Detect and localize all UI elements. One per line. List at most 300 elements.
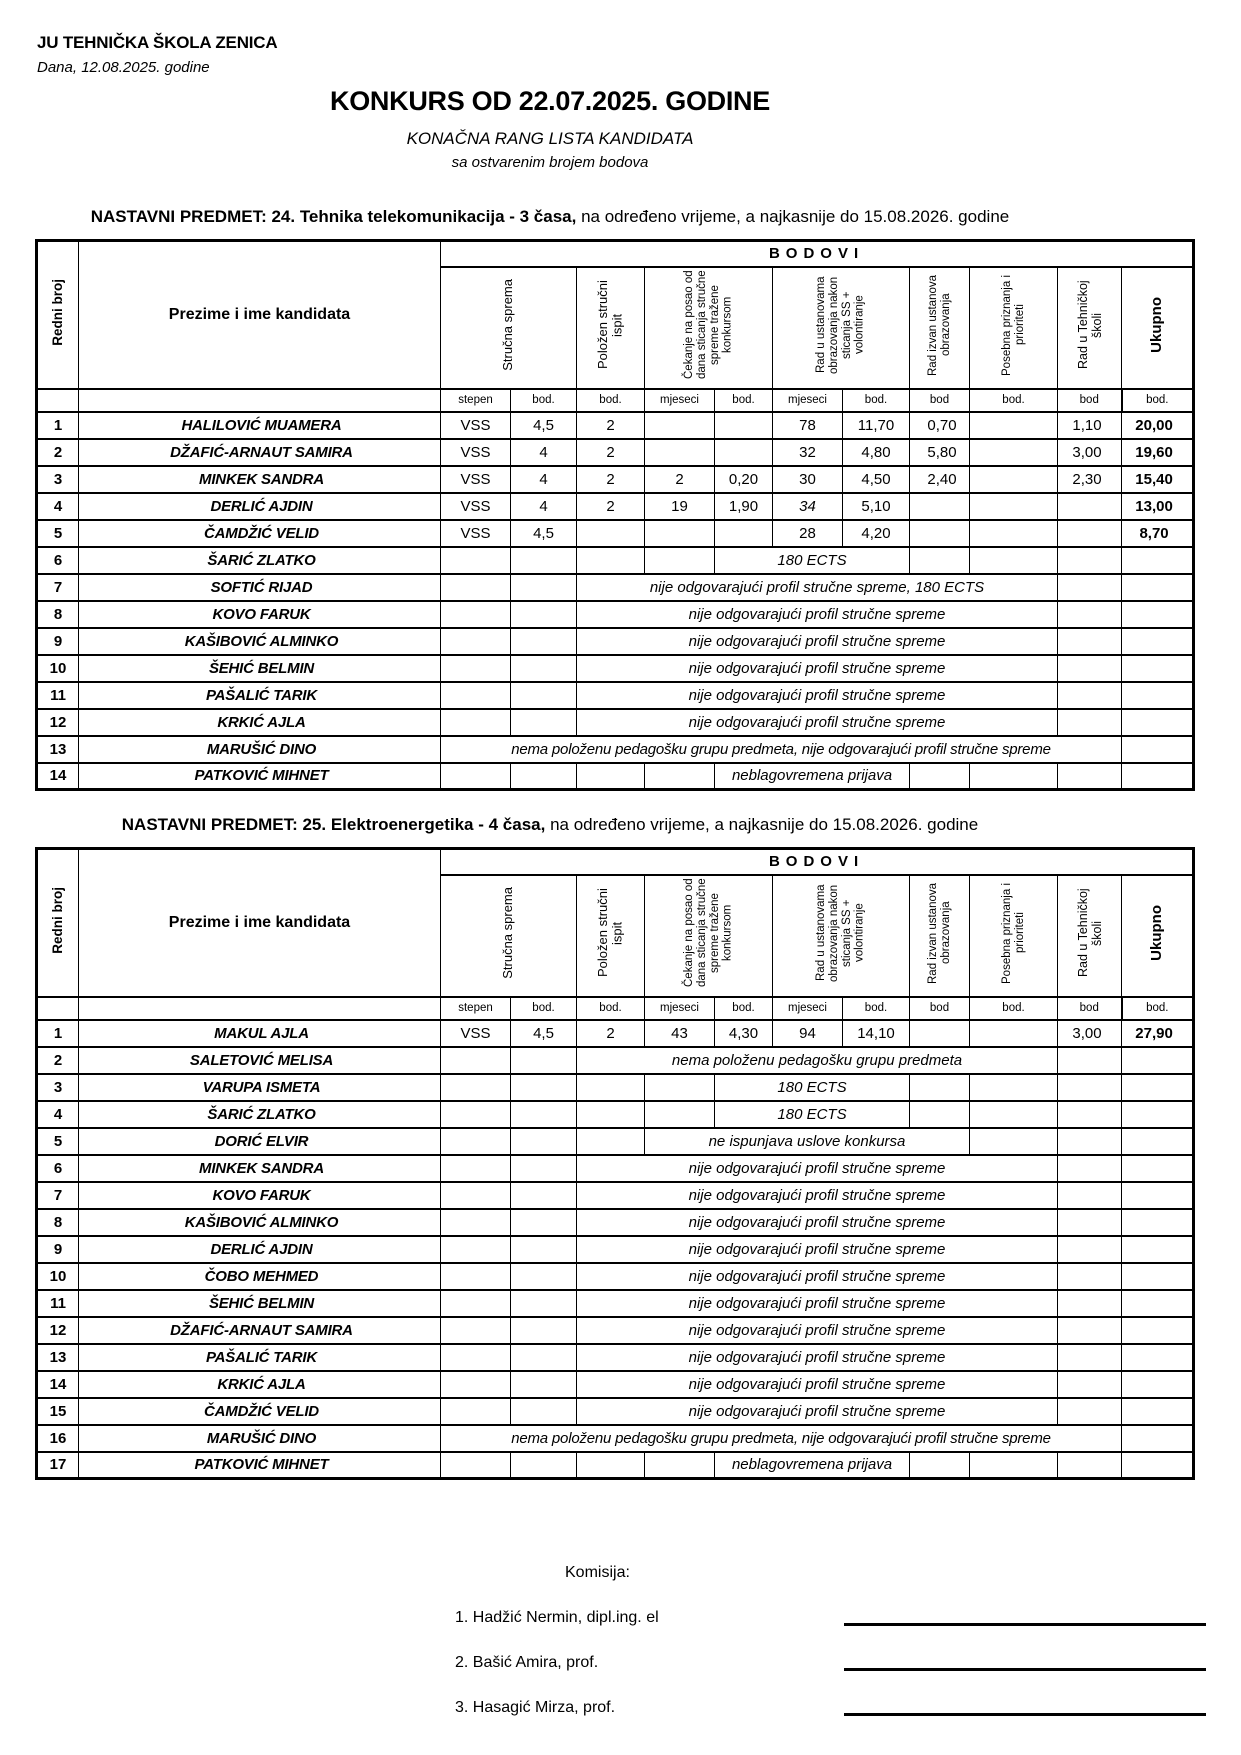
row-number-cell: 7 bbox=[37, 574, 79, 601]
score-cell: 3,00 bbox=[1058, 439, 1122, 466]
remark-cell: 180 ECTS bbox=[715, 1101, 910, 1128]
candidate-name-cell: KRKIĆ AJLA bbox=[79, 709, 441, 736]
unit-bod: bod bbox=[910, 389, 970, 412]
commission-member-row bbox=[35, 1599, 1192, 1627]
score-cell bbox=[1122, 763, 1194, 790]
unit-bod: bod. bbox=[970, 997, 1058, 1020]
remark-cell: nije odgovarajući profil stručne spreme, 180 ECTS bbox=[577, 574, 1058, 601]
table-row bbox=[37, 763, 1194, 790]
score-cell bbox=[1058, 628, 1122, 655]
candidate-name-cell: KOVO FARUK bbox=[79, 601, 441, 628]
table-row bbox=[37, 1290, 1194, 1317]
table-row bbox=[37, 682, 1194, 709]
commission-title: Komisija: bbox=[565, 1564, 630, 1581]
row-number-cell: 9 bbox=[37, 1236, 79, 1263]
score-cell bbox=[970, 1020, 1058, 1047]
row-number-cell: 9 bbox=[37, 628, 79, 655]
score-cell bbox=[1122, 1236, 1194, 1263]
row-number-cell: 13 bbox=[37, 736, 79, 763]
row-number-cell: 3 bbox=[37, 1074, 79, 1101]
commission-member-2: 2. Bašić Amira, prof. bbox=[455, 1654, 599, 1671]
commission-member-row bbox=[35, 1689, 1192, 1717]
score-cell bbox=[1058, 1209, 1122, 1236]
score-cell bbox=[511, 628, 577, 655]
score-cell: 20,00 bbox=[1122, 412, 1194, 439]
score-cell bbox=[645, 412, 715, 439]
score-cell bbox=[645, 763, 715, 790]
remark-cell: nije odgovarajući profil stručne spreme bbox=[577, 1263, 1058, 1290]
header-rad-u-ustanovama: Rad u ustanovama obrazovanja nakon sticanja SS + volontiranje bbox=[773, 267, 910, 389]
score-cell bbox=[511, 763, 577, 790]
row-number-cell: 2 bbox=[37, 439, 79, 466]
candidate-name-cell: MAKUL AJLA bbox=[79, 1020, 441, 1047]
table-row bbox=[37, 1452, 1194, 1479]
score-cell: 2,40 bbox=[910, 466, 970, 493]
table-body bbox=[37, 1020, 1194, 1479]
score-cell: 3,00 bbox=[1058, 1020, 1122, 1047]
header-polozen-strucni-ispit: Položen stručni ispit bbox=[577, 267, 645, 389]
remark-cell: 180 ECTS bbox=[715, 547, 910, 574]
score-cell: 4,80 bbox=[843, 439, 910, 466]
score-cell: 2 bbox=[645, 466, 715, 493]
score-cell bbox=[970, 412, 1058, 439]
table-header bbox=[37, 241, 1194, 412]
score-cell bbox=[511, 682, 577, 709]
header-strucna-sprema: Stručna sprema bbox=[441, 875, 577, 997]
unit-bod: bod bbox=[1058, 997, 1122, 1020]
table-row bbox=[37, 1425, 1194, 1452]
score-cell bbox=[1058, 1344, 1122, 1371]
unit-bod: bod. bbox=[1122, 997, 1194, 1020]
unit-mjeseci: mjeseci bbox=[645, 997, 715, 1020]
score-cell bbox=[511, 1209, 577, 1236]
unit-bod: bod. bbox=[511, 389, 577, 412]
score-cell bbox=[1058, 1290, 1122, 1317]
score-cell bbox=[1058, 1452, 1122, 1479]
header-ukupno: Ukupno bbox=[1122, 267, 1194, 389]
row-number-cell: 15 bbox=[37, 1398, 79, 1425]
signature-line bbox=[844, 1623, 1206, 1626]
score-cell bbox=[970, 439, 1058, 466]
score-cell: 4,50 bbox=[843, 466, 910, 493]
score-cell bbox=[1058, 1101, 1122, 1128]
score-cell bbox=[511, 547, 577, 574]
header-ukupno: Ukupno bbox=[1122, 875, 1194, 997]
candidate-name-cell: DERLIĆ AJDIN bbox=[79, 493, 441, 520]
score-cell bbox=[970, 520, 1058, 547]
score-cell bbox=[970, 1128, 1058, 1155]
signature-line bbox=[844, 1713, 1206, 1716]
score-cell bbox=[511, 1317, 577, 1344]
score-cell: 2 bbox=[577, 439, 645, 466]
candidate-name-cell: VARUPA ISMETA bbox=[79, 1074, 441, 1101]
row-number-cell: 17 bbox=[37, 1452, 79, 1479]
candidate-name-cell: MINKEK SANDRA bbox=[79, 466, 441, 493]
candidate-name-cell: PAŠALIĆ TARIK bbox=[79, 1344, 441, 1371]
score-cell bbox=[441, 1317, 511, 1344]
score-cell bbox=[1058, 1074, 1122, 1101]
score-cell: 32 bbox=[773, 439, 843, 466]
score-cell: VSS bbox=[441, 493, 511, 520]
unit-bod: bod. bbox=[511, 997, 577, 1020]
score-cell bbox=[645, 1452, 715, 1479]
score-cell bbox=[970, 466, 1058, 493]
candidates-table-24 bbox=[35, 239, 1195, 791]
header-bodovi: BODOVI bbox=[441, 241, 1194, 267]
score-cell bbox=[1058, 1371, 1122, 1398]
table-row bbox=[37, 1074, 1194, 1101]
score-cell bbox=[441, 601, 511, 628]
score-cell: 2,30 bbox=[1058, 466, 1122, 493]
score-cell: VSS bbox=[441, 439, 511, 466]
score-cell bbox=[1058, 547, 1122, 574]
score-cell bbox=[441, 655, 511, 682]
score-cell bbox=[511, 1155, 577, 1182]
header-prezime-i-ime: Prezime i ime kandidata bbox=[79, 241, 441, 389]
row-number-cell: 12 bbox=[37, 1317, 79, 1344]
header-posebna-priznanja: Posebna priznanja i prioriteti bbox=[970, 875, 1058, 997]
candidate-name-cell: SOFTIĆ RIJAD bbox=[79, 574, 441, 601]
candidate-name-cell: DORIĆ ELVIR bbox=[79, 1128, 441, 1155]
score-cell: 94 bbox=[773, 1020, 843, 1047]
subject-heading-25-bold: NASTAVNI PREDMET: 25. Elektroenergetika - 4 časa, bbox=[121, 815, 546, 834]
score-cell bbox=[1122, 1155, 1194, 1182]
score-cell bbox=[441, 1155, 511, 1182]
score-cell: VSS bbox=[441, 466, 511, 493]
score-cell: 0,20 bbox=[715, 466, 773, 493]
score-cell bbox=[970, 547, 1058, 574]
score-cell bbox=[970, 1452, 1058, 1479]
score-cell bbox=[910, 1452, 970, 1479]
unit-mjeseci: mjeseci bbox=[773, 997, 843, 1020]
score-cell bbox=[1058, 1182, 1122, 1209]
unit-bod: bod. bbox=[970, 389, 1058, 412]
unit-empty bbox=[37, 997, 79, 1020]
score-cell: 13,00 bbox=[1122, 493, 1194, 520]
score-cell bbox=[1122, 655, 1194, 682]
remark-cell: nije odgovarajući profil stručne spreme bbox=[577, 1344, 1058, 1371]
row-number-cell: 12 bbox=[37, 709, 79, 736]
unit-bod: bod. bbox=[843, 997, 910, 1020]
remark-cell: nije odgovarajući profil stručne spreme bbox=[577, 1371, 1058, 1398]
score-cell bbox=[1058, 1236, 1122, 1263]
remark-cell: 180 ECTS bbox=[715, 1074, 910, 1101]
remark-cell: nije odgovarajući profil stručne spreme bbox=[577, 709, 1058, 736]
subtitle-points: sa ostvarenim brojem bodova bbox=[451, 154, 649, 171]
unit-bod: bod bbox=[1058, 389, 1122, 412]
row-number-cell: 7 bbox=[37, 1182, 79, 1209]
unit-bod: bod. bbox=[843, 389, 910, 412]
row-number-cell: 1 bbox=[37, 412, 79, 439]
unit-bod: bod. bbox=[1122, 389, 1194, 412]
score-cell bbox=[511, 1047, 577, 1074]
score-cell: 30 bbox=[773, 466, 843, 493]
date-line: Dana, 12.08.2025. godine bbox=[37, 59, 210, 76]
score-cell bbox=[910, 520, 970, 547]
table-row bbox=[37, 1263, 1194, 1290]
score-cell bbox=[1122, 1263, 1194, 1290]
row-number-cell: 8 bbox=[37, 1209, 79, 1236]
commission-member-3: 3. Hasagić Mirza, prof. bbox=[455, 1699, 616, 1716]
score-cell bbox=[910, 1074, 970, 1101]
score-cell bbox=[577, 1101, 645, 1128]
score-cell bbox=[1058, 493, 1122, 520]
score-cell: 2 bbox=[577, 466, 645, 493]
commission-member-1: 1. Hadžić Nermin, dipl.ing. el bbox=[455, 1609, 659, 1626]
candidate-name-cell: ČOBO MEHMED bbox=[79, 1263, 441, 1290]
table-row bbox=[37, 1020, 1194, 1047]
candidate-name-cell: KAŠIBOVIĆ ALMINKO bbox=[79, 628, 441, 655]
row-number-cell: 14 bbox=[37, 1371, 79, 1398]
score-cell bbox=[910, 547, 970, 574]
remark-cell: nije odgovarajući profil stručne spreme bbox=[577, 1209, 1058, 1236]
table-row bbox=[37, 547, 1194, 574]
header-cekanje-na-posao: Čekanje na posao od dana sticanja stručne spreme tražene konkursom bbox=[645, 267, 773, 389]
score-cell bbox=[577, 1452, 645, 1479]
candidate-name-cell: PAŠALIĆ TARIK bbox=[79, 682, 441, 709]
document-header bbox=[0, 0, 1241, 76]
score-cell: 2 bbox=[577, 412, 645, 439]
remark-cell: ne ispunjava uslove konkursa bbox=[645, 1128, 970, 1155]
remark-cell: nema položenu pedagošku grupu predmeta, nije odgovarajući profil stručne spreme bbox=[441, 736, 1122, 763]
score-cell bbox=[441, 1182, 511, 1209]
table-row bbox=[37, 1344, 1194, 1371]
table-row bbox=[37, 1317, 1194, 1344]
score-cell bbox=[1058, 763, 1122, 790]
title-block bbox=[35, 86, 1065, 227]
score-cell: 4,5 bbox=[511, 520, 577, 547]
remark-cell: nema položenu pedagošku grupu predmeta, nije odgovarajući profil stručne spreme bbox=[441, 1425, 1122, 1452]
score-cell bbox=[1122, 682, 1194, 709]
score-cell bbox=[1122, 1290, 1194, 1317]
score-cell bbox=[511, 601, 577, 628]
score-cell bbox=[441, 1101, 511, 1128]
table-row bbox=[37, 574, 1194, 601]
score-cell bbox=[441, 682, 511, 709]
row-number-cell: 11 bbox=[37, 682, 79, 709]
candidate-name-cell: ŠARIĆ ZLATKO bbox=[79, 547, 441, 574]
score-cell bbox=[441, 1263, 511, 1290]
score-cell: 11,70 bbox=[843, 412, 910, 439]
header-cekanje-na-posao: Čekanje na posao od dana sticanja stručne spreme tražene konkursom bbox=[645, 875, 773, 997]
score-cell bbox=[577, 1128, 645, 1155]
header-prezime-i-ime: Prezime i ime kandidata bbox=[79, 849, 441, 997]
row-number-cell: 13 bbox=[37, 1344, 79, 1371]
score-cell bbox=[441, 709, 511, 736]
score-cell: 14,10 bbox=[843, 1020, 910, 1047]
row-number-cell: 16 bbox=[37, 1425, 79, 1452]
remark-cell: nije odgovarajući profil stručne spreme bbox=[577, 1182, 1058, 1209]
candidates-table-25 bbox=[35, 847, 1195, 1480]
header-bodovi: BODOVI bbox=[441, 849, 1194, 875]
score-cell bbox=[910, 493, 970, 520]
score-cell bbox=[1058, 1155, 1122, 1182]
remark-cell: nije odgovarajući profil stručne spreme bbox=[577, 1290, 1058, 1317]
remark-cell: nije odgovarajući profil stručne spreme bbox=[577, 628, 1058, 655]
score-cell: 4,5 bbox=[511, 1020, 577, 1047]
score-cell bbox=[577, 520, 645, 547]
score-cell bbox=[1122, 1047, 1194, 1074]
score-cell bbox=[511, 709, 577, 736]
score-cell: 78 bbox=[773, 412, 843, 439]
row-number-cell: 3 bbox=[37, 466, 79, 493]
unit-bod: bod bbox=[910, 997, 970, 1020]
table-row bbox=[37, 412, 1194, 439]
header-redni-broj: Redni broj bbox=[37, 849, 79, 997]
remark-cell: nije odgovarajući profil stručne spreme bbox=[577, 682, 1058, 709]
row-number-cell: 4 bbox=[37, 493, 79, 520]
score-cell bbox=[1058, 655, 1122, 682]
score-cell bbox=[1058, 1317, 1122, 1344]
score-cell bbox=[645, 1101, 715, 1128]
remark-cell: nema položenu pedagošku grupu predmeta bbox=[577, 1047, 1058, 1074]
subtitle-final-rank-list: KONAČNA RANG LISTA KANDIDATA bbox=[406, 129, 694, 148]
candidate-name-cell: MINKEK SANDRA bbox=[79, 1155, 441, 1182]
header-rad-izvan-ustanova: Rad izvan ustanova obrazovanja bbox=[910, 267, 970, 389]
score-cell: 4 bbox=[511, 466, 577, 493]
unit-empty bbox=[79, 389, 441, 412]
table-header bbox=[37, 849, 1194, 1020]
subject-heading-24-bold: NASTAVNI PREDMET: 24. Tehnika telekomunikacija - 3 časa, bbox=[90, 207, 577, 226]
score-cell: VSS bbox=[441, 412, 511, 439]
score-cell: 0,70 bbox=[910, 412, 970, 439]
score-cell: 2 bbox=[577, 493, 645, 520]
row-number-cell: 10 bbox=[37, 655, 79, 682]
row-number-cell: 8 bbox=[37, 601, 79, 628]
candidate-name-cell: ČAMDŽIĆ VELID bbox=[79, 1398, 441, 1425]
score-cell bbox=[511, 655, 577, 682]
score-cell: 27,90 bbox=[1122, 1020, 1194, 1047]
candidate-name-cell: MARUŠIĆ DINO bbox=[79, 736, 441, 763]
table-row bbox=[37, 493, 1194, 520]
score-cell bbox=[441, 1344, 511, 1371]
candidate-name-cell: DŽAFIĆ-ARNAUT SAMIRA bbox=[79, 1317, 441, 1344]
table-row bbox=[37, 1155, 1194, 1182]
row-number-cell: 11 bbox=[37, 1290, 79, 1317]
table-row bbox=[37, 1371, 1194, 1398]
score-cell bbox=[441, 628, 511, 655]
score-cell bbox=[715, 439, 773, 466]
score-cell bbox=[441, 1452, 511, 1479]
score-cell bbox=[577, 547, 645, 574]
header-redni-broj: Redni broj bbox=[37, 241, 79, 389]
score-cell bbox=[1122, 1452, 1194, 1479]
table-row bbox=[37, 1182, 1194, 1209]
score-cell bbox=[645, 547, 715, 574]
header-rad-u-tehnickoj: Rad u Tehničkoj školi bbox=[1058, 267, 1122, 389]
score-cell bbox=[715, 520, 773, 547]
table-row bbox=[37, 1128, 1194, 1155]
score-cell bbox=[910, 1101, 970, 1128]
score-cell bbox=[511, 1074, 577, 1101]
table-body bbox=[37, 412, 1194, 790]
score-cell bbox=[715, 412, 773, 439]
subject-heading-25 bbox=[35, 815, 1065, 835]
score-cell bbox=[441, 1128, 511, 1155]
row-number-cell: 4 bbox=[37, 1101, 79, 1128]
header-rad-izvan-ustanova: Rad izvan ustanova obrazovanja bbox=[910, 875, 970, 997]
candidate-name-cell: SALETOVIĆ MELISA bbox=[79, 1047, 441, 1074]
score-cell: 19,60 bbox=[1122, 439, 1194, 466]
score-cell bbox=[1058, 601, 1122, 628]
score-cell bbox=[1122, 709, 1194, 736]
score-cell: 43 bbox=[645, 1020, 715, 1047]
unit-mjeseci: mjeseci bbox=[645, 389, 715, 412]
score-cell bbox=[441, 1398, 511, 1425]
unit-bod: bod. bbox=[715, 997, 773, 1020]
score-cell bbox=[1058, 709, 1122, 736]
remark-cell: nije odgovarajući profil stručne spreme bbox=[577, 601, 1058, 628]
score-cell bbox=[441, 1236, 511, 1263]
table-row bbox=[37, 1101, 1194, 1128]
table-row bbox=[37, 439, 1194, 466]
score-cell bbox=[1122, 574, 1194, 601]
score-cell bbox=[1058, 1128, 1122, 1155]
score-cell bbox=[577, 763, 645, 790]
score-cell bbox=[441, 1371, 511, 1398]
candidate-name-cell: DERLIĆ AJDIN bbox=[79, 1236, 441, 1263]
score-cell bbox=[511, 1236, 577, 1263]
remark-cell: neblagovremena prijava bbox=[715, 763, 910, 790]
row-number-cell: 2 bbox=[37, 1047, 79, 1074]
score-cell bbox=[441, 763, 511, 790]
score-cell: VSS bbox=[441, 520, 511, 547]
score-cell bbox=[441, 574, 511, 601]
row-number-cell: 5 bbox=[37, 1128, 79, 1155]
score-cell bbox=[1122, 1371, 1194, 1398]
score-cell bbox=[511, 1101, 577, 1128]
school-name: JU TEHNIČKA ŠKOLA ZENICA bbox=[37, 33, 278, 52]
score-cell bbox=[511, 574, 577, 601]
score-cell bbox=[441, 1290, 511, 1317]
score-cell bbox=[970, 1074, 1058, 1101]
candidate-name-cell: PATKOVIĆ MIHNET bbox=[79, 1452, 441, 1479]
score-cell bbox=[1122, 601, 1194, 628]
score-cell: 2 bbox=[577, 1020, 645, 1047]
table-row bbox=[37, 1398, 1194, 1425]
remark-cell: neblagovremena prijava bbox=[715, 1452, 910, 1479]
score-cell bbox=[1122, 547, 1194, 574]
score-cell bbox=[1058, 574, 1122, 601]
table-row bbox=[37, 1209, 1194, 1236]
score-cell bbox=[1122, 628, 1194, 655]
page-title: KONKURS OD 22.07.2025. GODINE bbox=[330, 86, 770, 116]
score-cell bbox=[645, 439, 715, 466]
score-cell bbox=[1122, 1317, 1194, 1344]
score-cell bbox=[1122, 1182, 1194, 1209]
score-cell: 4 bbox=[511, 493, 577, 520]
score-cell: 5,10 bbox=[843, 493, 910, 520]
unit-bod: bod. bbox=[715, 389, 773, 412]
table-row bbox=[37, 709, 1194, 736]
score-cell bbox=[645, 1074, 715, 1101]
score-cell: 1,10 bbox=[1058, 412, 1122, 439]
score-cell: 4,30 bbox=[715, 1020, 773, 1047]
row-number-cell: 14 bbox=[37, 763, 79, 790]
header-strucna-sprema: Stručna sprema bbox=[441, 267, 577, 389]
remark-cell: nije odgovarajući profil stručne spreme bbox=[577, 1155, 1058, 1182]
score-cell bbox=[441, 1209, 511, 1236]
score-cell bbox=[1122, 1128, 1194, 1155]
candidate-name-cell: MARUŠIĆ DINO bbox=[79, 1425, 441, 1452]
unit-stepen: stepen bbox=[441, 389, 511, 412]
row-number-cell: 1 bbox=[37, 1020, 79, 1047]
score-cell bbox=[1122, 1344, 1194, 1371]
candidate-name-cell: ŠEHIĆ BELMIN bbox=[79, 655, 441, 682]
score-cell bbox=[1122, 1074, 1194, 1101]
score-cell bbox=[910, 763, 970, 790]
table-row bbox=[37, 520, 1194, 547]
